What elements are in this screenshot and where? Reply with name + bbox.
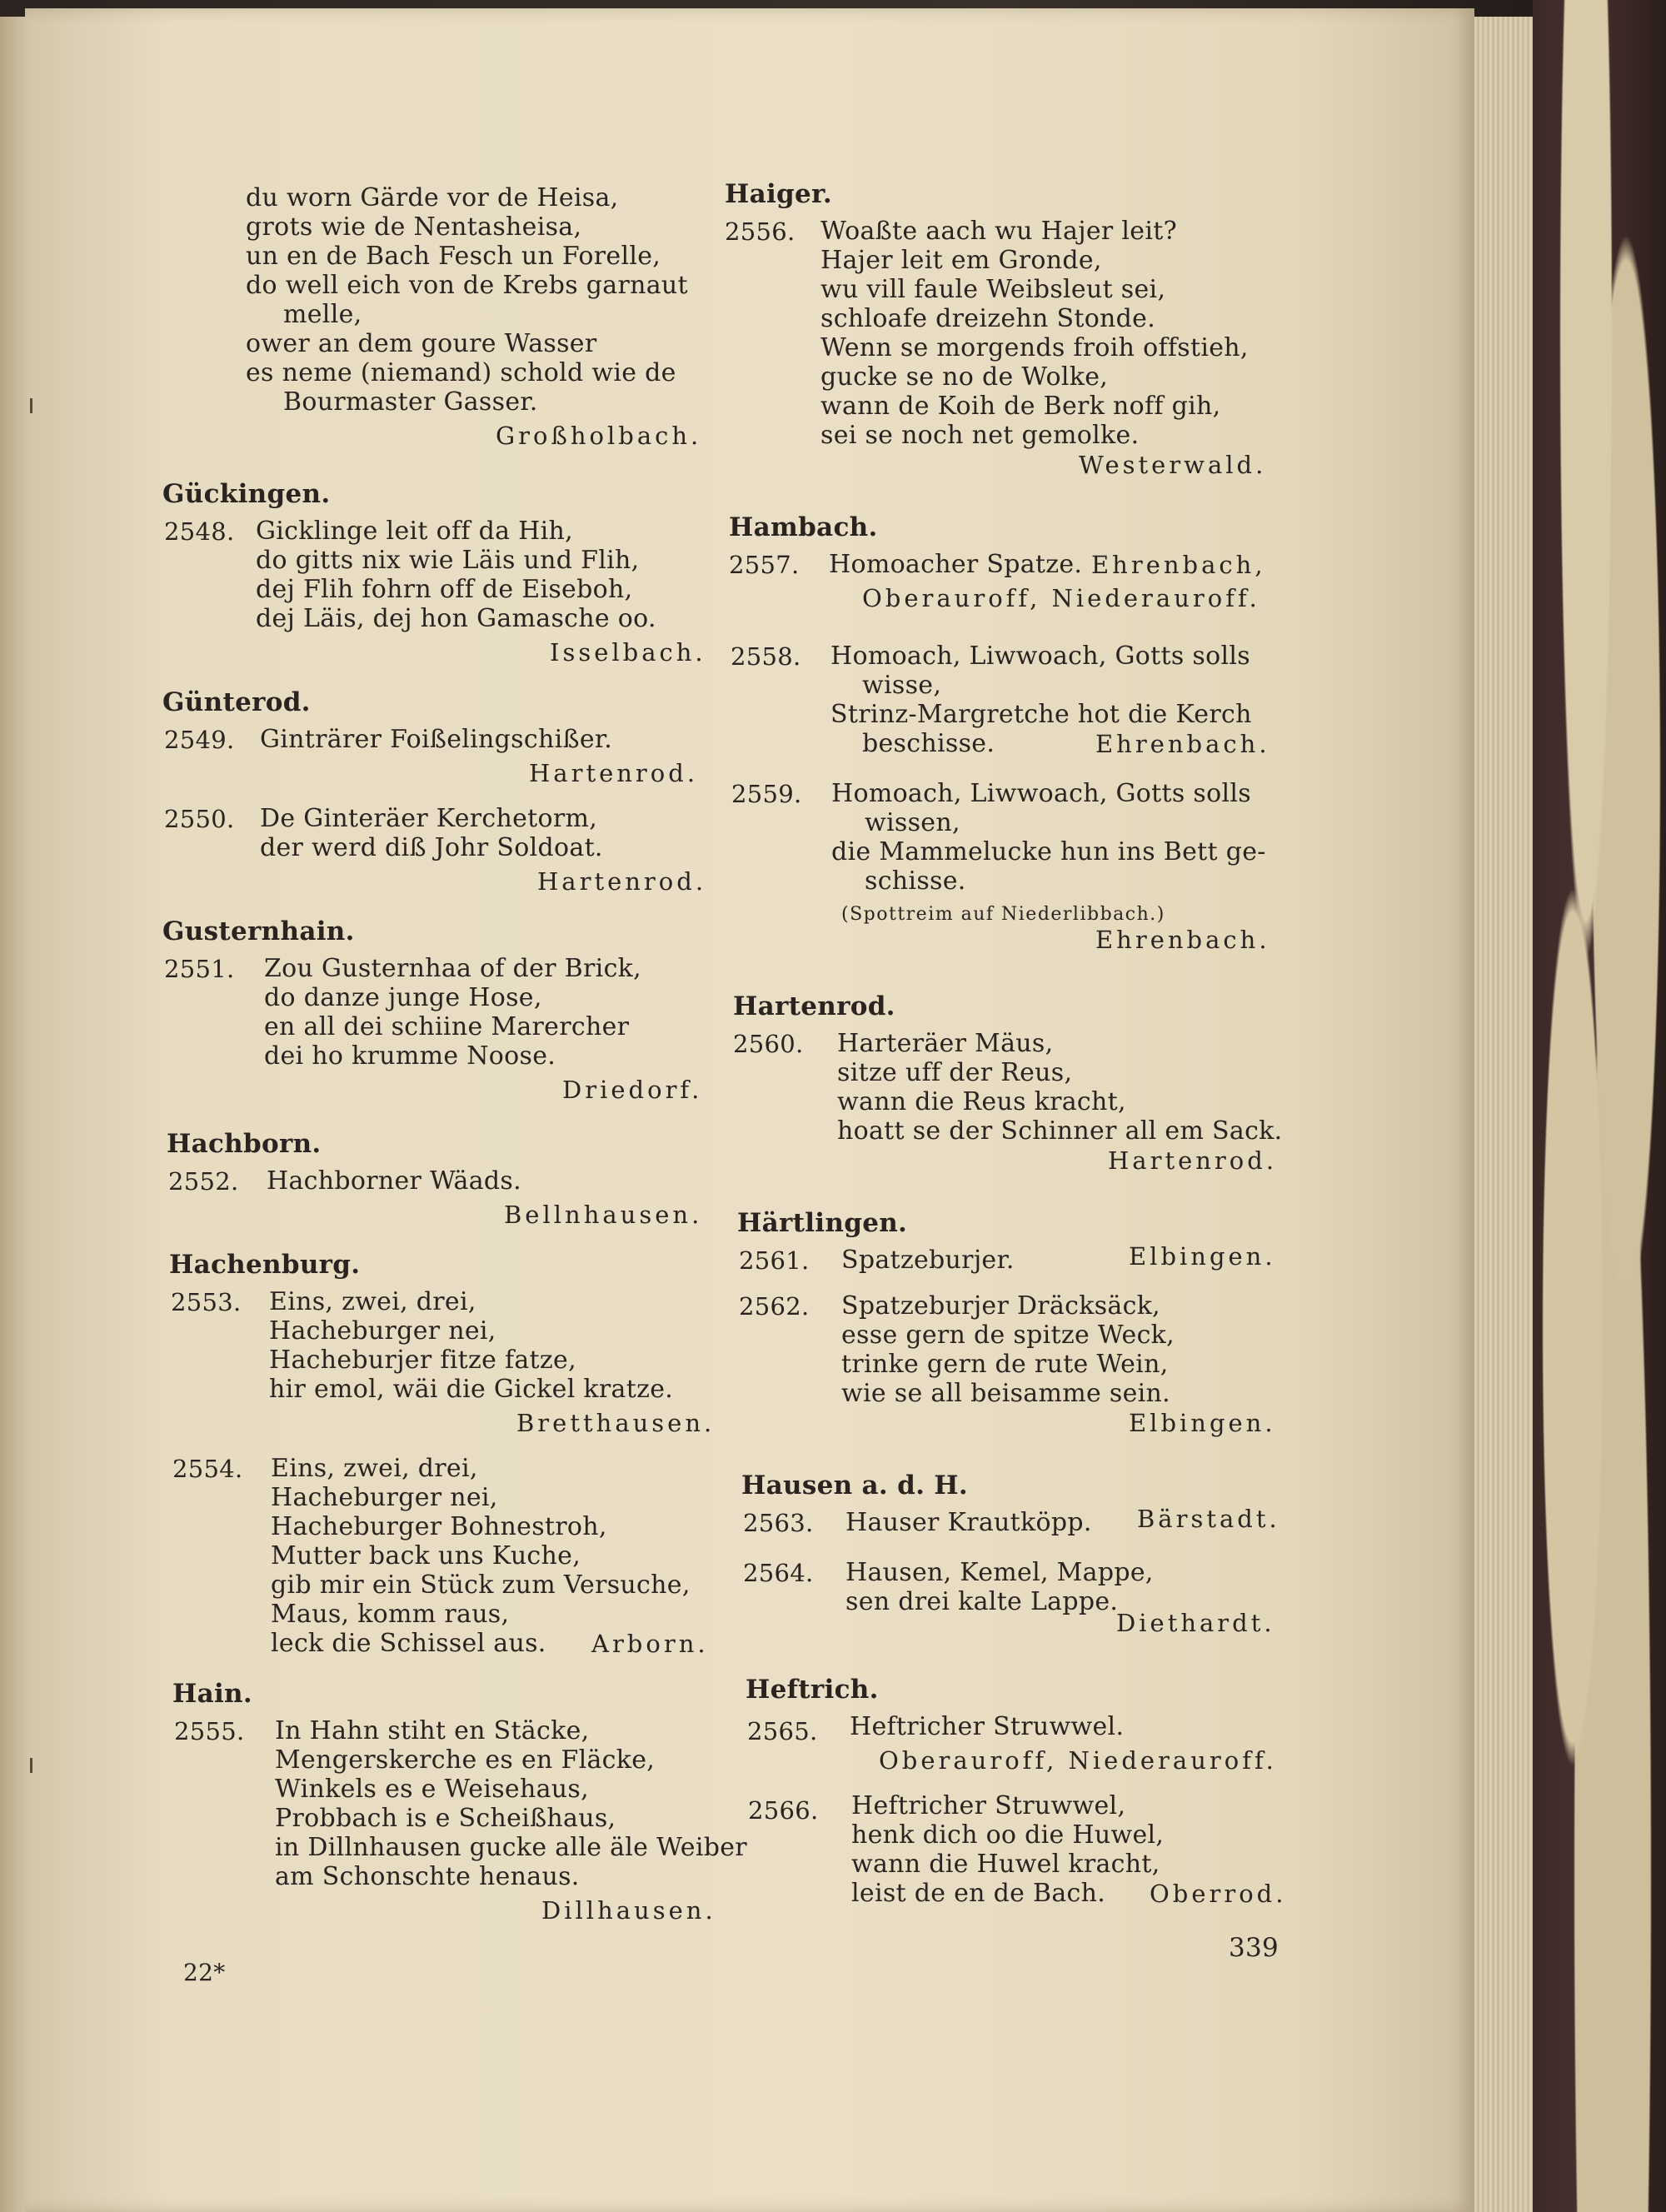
section-heading: Hausen a. d. H. (741, 1471, 968, 1500)
verse-line: Bourmaster Gasser. (283, 387, 538, 417)
verse-line: Hacheburjer fitze fatze, (269, 1346, 576, 1375)
verse-line: leist de en de Bach. (851, 1879, 1106, 1908)
entry-number: 2556. (725, 217, 796, 246)
verse-line: un en de Bach Fesch un Forelle, (246, 242, 661, 271)
place-attribution: Elbingen. (1129, 1409, 1276, 1437)
verse-line: Hacheburger Bohnestroh, (271, 1512, 607, 1541)
entry-number: 2560. (733, 1030, 804, 1058)
verse-line: es neme (niemand) schold wie de (246, 358, 676, 387)
verse-line: wie se all beisamme sein. (841, 1379, 1170, 1408)
place-attribution: Arborn. (591, 1630, 709, 1658)
verse-line: Ginträrer Foißelingschißer. (260, 725, 613, 754)
verse-line: Hacheburger nei, (271, 1483, 498, 1512)
entry-number: 2550. (164, 805, 235, 833)
page-number: 339 (1229, 1933, 1279, 1963)
place-attribution: Ehrenbach. (1095, 730, 1270, 758)
marbled-cover (1533, 0, 1666, 2212)
place-attribution: Bellnhausen. (504, 1201, 703, 1229)
entry-number: 2555. (174, 1717, 245, 1745)
entry-number: 2549. (164, 726, 235, 754)
verse-line: am Schonschte henaus. (275, 1862, 580, 1891)
page-edges (1474, 17, 1533, 2212)
verse-line: Maus, komm raus, (271, 1600, 510, 1629)
verse-line: der werd diß Johr Soldoat. (260, 833, 603, 862)
verse-line: die Mammelucke hun ins Bett ge- (831, 837, 1266, 866)
verse-line: In Hahn stiht en Stäcke, (275, 1716, 590, 1745)
verse-line: Zou Gusternhaa of der Brick, (264, 954, 641, 983)
place-attribution: Hartenrod. (1108, 1146, 1278, 1175)
verse-line: dej Läis, dej hon Gamasche oo. (256, 604, 656, 633)
section-heading: Heftrich. (746, 1675, 879, 1705)
verse-line: du worn Gärde vor de Heisa, (246, 183, 619, 212)
place-attribution: Bretthausen. (516, 1409, 716, 1437)
verse-line: sitze uff der Reus, (837, 1058, 1073, 1087)
verse-line: Hausen, Kemel, Mappe, (845, 1558, 1154, 1587)
verse-line: Gicklinge leit off da Hih, (256, 517, 573, 546)
verse-line: en all dei schiine Marercher (264, 1012, 630, 1041)
entry-number: 2552. (168, 1167, 239, 1196)
verse-line: trinke gern de rute Wein, (841, 1350, 1169, 1379)
verse-line: schloafe dreizehn Stonde. (821, 304, 1156, 333)
verse-line: grots wie de Nentasheisa, (246, 212, 582, 242)
verse-line: gucke se no de Wolke, (821, 362, 1109, 392)
margin-mark (30, 398, 32, 413)
verse-line: Hachborner Wäads. (267, 1166, 521, 1196)
place-attribution: Ehrenbach, (1091, 551, 1266, 579)
entry-number: 2548. (164, 517, 235, 546)
place-attribution: Ehrenbach. (1095, 926, 1270, 954)
place-attribution: Oberauroff, Niederauroff. (862, 584, 1260, 612)
verse-line: Heftricher Struwwel, (851, 1791, 1126, 1820)
verse-line: Eins, zwei, drei, (269, 1287, 476, 1316)
entry-number: 2553. (171, 1288, 242, 1316)
verse-line: melle, (283, 300, 362, 329)
section-heading: Gusternhain. (162, 916, 355, 946)
verse-line: Harteräer Mäus, (837, 1029, 1054, 1058)
section-heading: Hachborn. (167, 1129, 322, 1159)
verse-line: gib mir ein Stück zum Versuche, (271, 1570, 691, 1600)
entry-number: 2558. (731, 642, 801, 671)
verse-line: wisse, (862, 671, 942, 700)
verse-line: Winkels es e Weisehaus, (275, 1775, 589, 1804)
verse-line: Hauser Krautköpp. (845, 1508, 1092, 1537)
verse-line: wann die Huwel kracht, (851, 1850, 1160, 1879)
place-attribution: Diethardt. (1116, 1609, 1275, 1637)
place-attribution: Elbingen. (1129, 1242, 1276, 1271)
verse-line: hir emol, wäi die Gickel kratze. (269, 1375, 674, 1404)
place-attribution: Hartenrod. (529, 759, 699, 787)
verse-line: Strinz-Margretche hot die Kerch (831, 700, 1252, 729)
verse-line: in Dillnhausen gucke alle äle Weiber (275, 1833, 747, 1862)
verse-line: Spatzeburjer Dräcksäck, (841, 1291, 1161, 1321)
entry-number: 2563. (743, 1509, 814, 1537)
verse-line: do gitts nix wie Läis und Flih, (256, 546, 640, 575)
section-heading: Gückingen. (162, 479, 331, 509)
verse-line: sei se noch net gemolke. (821, 421, 1140, 450)
verse-line: beschisse. (862, 729, 995, 758)
entry-number: 2557. (729, 551, 800, 579)
verse-line: Hajer leit em Gronde, (821, 246, 1102, 275)
section-heading: Haiger. (725, 179, 832, 209)
verse-line: sen drei kalte Lappe. (845, 1587, 1119, 1616)
verse-line: Wenn se morgends froih offstieh, (821, 333, 1249, 362)
footnote: (Spottreim auf Niederlibbach.) (841, 904, 1165, 925)
verse-line: wann die Reus kracht, (837, 1087, 1126, 1116)
verse-line: dej Flih fohrn off de Eiseboh, (256, 575, 633, 604)
entry-number: 2566. (748, 1796, 819, 1825)
place-attribution: Isselbach. (550, 638, 706, 667)
section-heading: Hartenrod. (733, 991, 895, 1021)
verse-line: hoatt se der Schinner all em Sack. (837, 1116, 1283, 1146)
entry-number: 2559. (731, 780, 802, 808)
verse-line: Spatzeburjer. (841, 1246, 1015, 1275)
entry-number: 2564. (743, 1559, 814, 1587)
verse-line: schisse. (865, 866, 966, 896)
section-heading: Hain. (172, 1679, 252, 1709)
verse-line: Woaßte aach wu Hajer leit? (821, 217, 1177, 246)
place-attribution: Oberrod. (1150, 1880, 1287, 1908)
verse-line: Homoach, Liwwoach, Gotts solls (831, 779, 1251, 808)
verse-line: wissen, (865, 808, 960, 837)
verse-line: Mengerskerche es en Fläcke, (275, 1745, 656, 1775)
entry-number: 2565. (747, 1717, 818, 1745)
entry-number: 2561. (739, 1246, 810, 1275)
signature-mark: 22* (183, 1959, 226, 1986)
verse-line: Mutter back uns Kuche, (271, 1541, 581, 1570)
verse-line: Homoacher Spatze. (829, 550, 1083, 579)
section-heading: Hachenburg. (169, 1250, 361, 1280)
entry-number: 2562. (739, 1292, 810, 1321)
verse-line: Hacheburger nei, (269, 1316, 496, 1346)
entry-number: 2554. (172, 1455, 243, 1483)
verse-line: wann de Koih de Berk noff gih, (821, 392, 1221, 421)
verse-line: do well eich von de Krebs garnaut (246, 271, 688, 300)
margin-mark (30, 1758, 32, 1773)
verse-line: Eins, zwei, drei, (271, 1454, 478, 1483)
section-heading: Härtlingen. (737, 1208, 908, 1238)
verse-line: Homoach, Liwwoach, Gotts solls (831, 642, 1250, 671)
verse-line: henk dich oo die Huwel, (851, 1820, 1165, 1850)
place-attribution: Hartenrod. (537, 867, 707, 896)
place-attribution: Bärstadt. (1137, 1505, 1280, 1533)
place-attribution: Großholbach. (496, 422, 702, 450)
verse-line: Probbach is e Scheißhaus, (275, 1804, 616, 1833)
verse-line: dei ho krumme Noose. (264, 1041, 556, 1071)
verse-line: De Ginteräer Kerchetorm, (260, 804, 598, 833)
place-attribution: Oberauroff, Niederauroff. (879, 1746, 1277, 1775)
verse-line: wu vill faule Weibsleut sei, (821, 275, 1166, 304)
verse-line: do danze junge Hose, (264, 983, 542, 1012)
place-attribution: Dillhausen. (541, 1896, 716, 1925)
verse-line: esse gern de spitze Weck, (841, 1321, 1175, 1350)
section-heading: Hambach. (729, 512, 878, 542)
verse-line: ower an dem goure Wasser (246, 329, 597, 358)
place-attribution: Driedorf. (562, 1076, 703, 1104)
section-heading: Günterod. (162, 687, 311, 717)
place-attribution: Westerwald. (1079, 451, 1267, 479)
verse-line: leck die Schissel aus. (271, 1629, 546, 1658)
entry-number: 2551. (164, 955, 235, 983)
verse-line: Heftricher Struwwel. (850, 1712, 1125, 1741)
